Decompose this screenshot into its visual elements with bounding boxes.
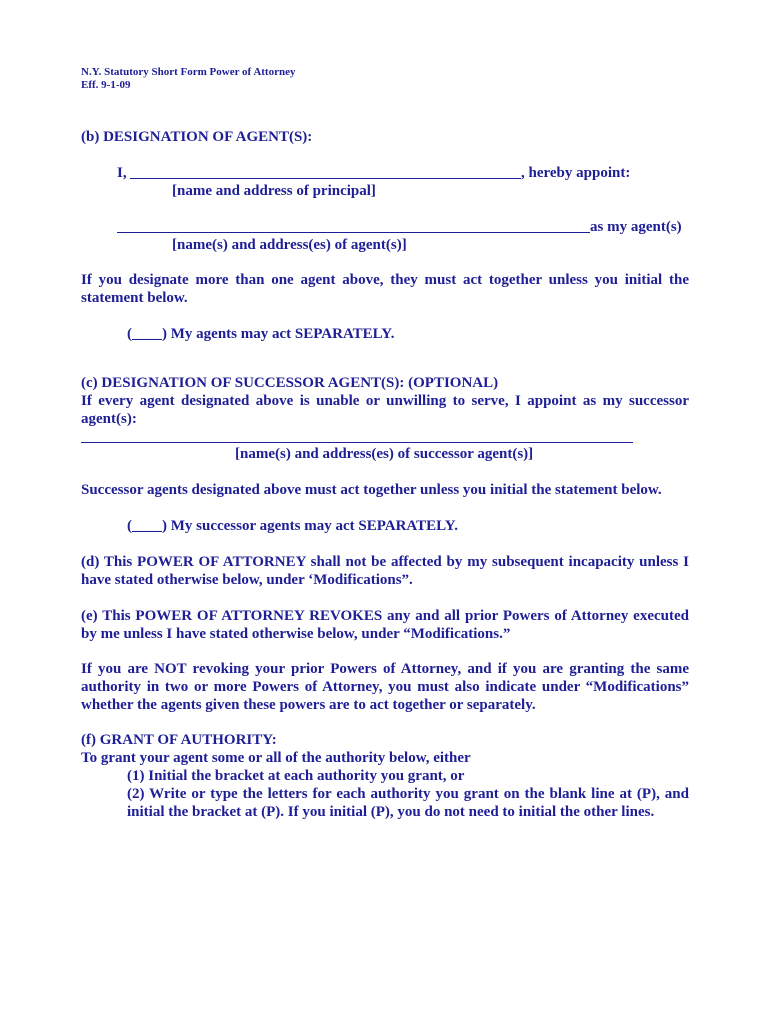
principal-suffix: , hereby appoint: (521, 165, 631, 181)
section-f-heading: (f) GRANT OF AUTHORITY: (81, 732, 277, 748)
principal-name-line[interactable] (130, 178, 521, 179)
section-f-intro: To grant your agent some or all of the authority below, either (81, 750, 471, 766)
effective-date: Eff. 9-1-09 (81, 79, 131, 91)
agent-separately-text: My agents may act SEPARATELY. (170, 326, 395, 342)
agent-name-line[interactable] (117, 232, 590, 233)
successor-separately-initial-blank[interactable]: (____) (127, 518, 167, 534)
section-d-text: (d) This POWER OF ATTORNEY shall not be affected by my subsequent incapacity unless I have stated otherwise below, under ‘Modifications”. (81, 554, 689, 588)
successor-instruction: Successor agents designated above must act together unless you initial the statement below. (81, 482, 662, 498)
grant-option-2: (2) Write or type the letters for each authority you grant on the blank line at (P), and initial the bracket at (P). If you initial (P), you do not need to initial the other lines. (127, 786, 689, 820)
section-e-note: If you are NOT revoking your prior Powers of Attorney, and if you are granting the same authority in two or more Powers of Attorney, you must also indicate under “Modifications” whether the agents given these powers are to act together or separately. (81, 661, 689, 713)
section-e-text: (e) This POWER OF ATTORNEY REVOKES any and all prior Powers of Attorney executed by me unless I have stated otherwise below, under “Modifications.” (81, 608, 689, 642)
agent-caption: [name(s) and address(es) of agent(s)] (172, 237, 407, 253)
successor-caption: [name(s) and address(es) of successor agent(s)] (235, 446, 534, 462)
grant-option-1: (1) Initial the bracket at each authority you grant, or (127, 768, 465, 784)
principal-caption: [name and address of principal] (172, 183, 376, 199)
agent-instruction: If you designate more than one agent above, they must act together unless you initial the statement below. (81, 272, 689, 306)
section-b-heading: (b) DESIGNATION OF AGENT(S): (81, 129, 313, 145)
agent-separately-line (127, 325, 395, 343)
principal-prefix: I, (117, 165, 127, 181)
section-c-heading: (c) DESIGNATION OF SUCCESSOR AGENT(S): (OPTIONAL) (81, 375, 499, 391)
successor-separately-line (127, 517, 458, 535)
agent-suffix: as my agent(s) (590, 219, 682, 235)
successor-agent-line[interactable] (81, 442, 633, 443)
form-title: N.Y. Statutory Short Form Power of Attorney (81, 66, 296, 78)
agent-separately-initial-blank[interactable]: (____) (127, 326, 167, 342)
successor-intro: If every agent designated above is unable or unwilling to serve, I appoint as my successor agent(s): (81, 393, 689, 427)
successor-separately-text: My successor agents may act SEPARATELY. (170, 518, 458, 534)
